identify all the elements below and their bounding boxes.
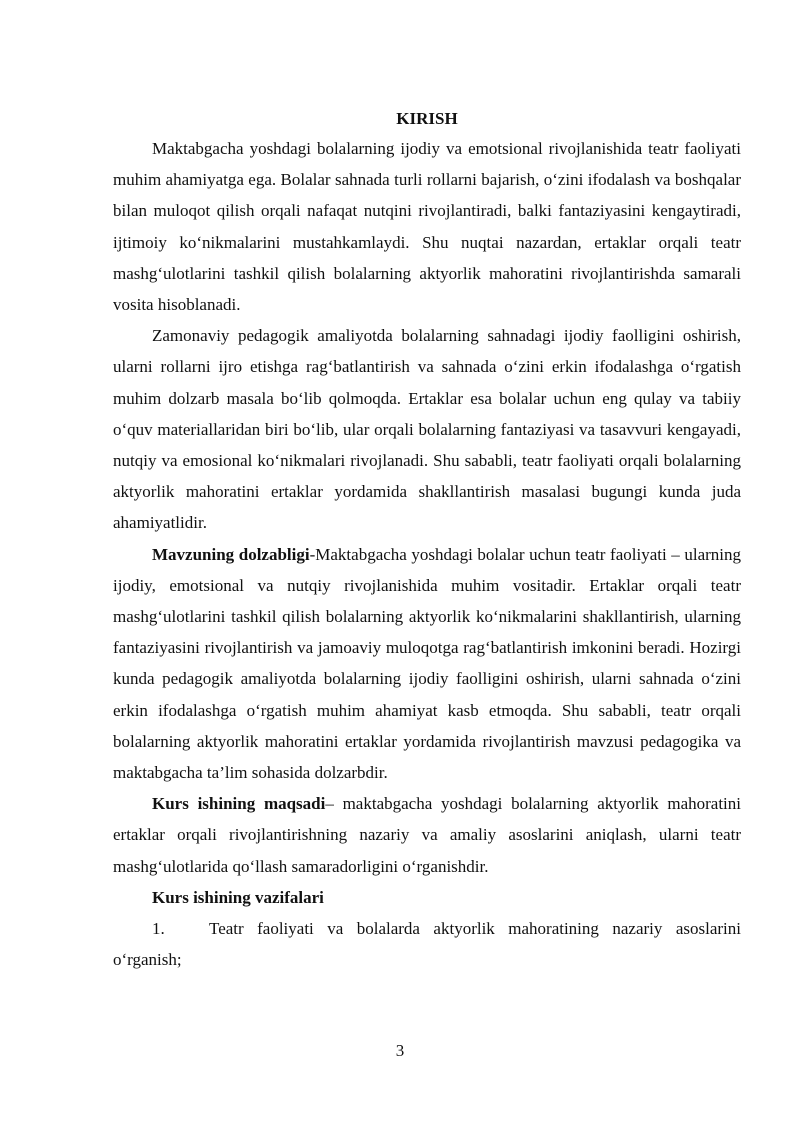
page-content (113, 108, 741, 975)
paragraph-intro: Maktabgacha yoshdagi bolalarning ijodiy va emotsional rivojlanishida teatr faoliyati muhim ahamiyatga ega. Bolalar sahnada turli rollarni bajarish, o‘zini ifodalash va boshqalar bilan muloqot qilish orqali nafaqat nutqini rivojlantiradi, balki fantaziyasini kengaytiradi, ijtimoiy ko‘nikmalarini mustahkamlaydi. Shu nuqtai nazardan, ertaklar orqali teatr mashg‘ulotlarini tashkil qilish bolalarning aktyorlik mahoratini rivojlantirishda samarali vosita hisoblanadi. (113, 139, 741, 315)
goal-label: Kurs ishining maqsadi (152, 794, 326, 814)
task-text: Teatr faoliyati va bolalarda aktyorlik mahoratining nazariy asoslarini o‘rganish; (113, 919, 741, 970)
task-number: 1. (152, 919, 165, 939)
relevance-text: -Maktabgacha yoshdagi bolalar uchun teatr faoliyati – ularning ijodiy, emotsional va nutqiy rivojlanishida muhim vositadir. Ertaklar orqali teatr mashg‘ulotlarini tashkil qilish bolalarning aktyorlik ko‘nikmalarini shakllantirish, ularning fantaziyasini rivojlantirish va jamoaviy muloqotga rag‘batlantirish imkonini beradi. Hozirgi kunda pedagogik amaliyotda bolalarning ijodiy faolligini oshirish, ularni sahnada o‘zini erkin ifodalashga o‘rgatish muhim ahamiyat kasb etmoqda. Shu sababli, teatr orqali bolalarning aktyorlik mahoratini ertaklar yordamida rivojlantirish mavzusi pedagogika va maktabgacha ta’lim sohasida dolzarbdir. (113, 544, 741, 783)
tasks-heading: Kurs ishining vazifalari (152, 887, 324, 907)
goal-text: – maktabgacha yoshdagi bolalarning aktyorlik mahoratini ertaklar orqali rivojlantirishning nazariy va amaliy asoslarini aniqlash, ularni teatr mashg‘ulotlarida qo‘llash samaradorligini o‘rganishdir. (113, 794, 741, 876)
paragraph-goal (113, 788, 741, 882)
page-title: KIRISH (396, 109, 458, 128)
relevance-label: Mavzuning dolzabligi (152, 544, 310, 564)
page-number: 3 (395, 1041, 405, 1060)
paragraph-relevance (113, 539, 741, 789)
paragraph-modern-practice: Zamonaviy pedagogik amaliyotda bolalarning sahnadagi ijodiy faolligini oshirish, ularni rollarni ijro etishga rag‘batlantirish va sahnada o‘zini erkin ifodalashga o‘rgatish muhim dolzarb masala bo‘lib qolmoqda. Ertaklar esa bolalar uchun eng qulay va tabiiy o‘quv materiallaridan biri bo‘lib, ular orqali bolalarning fantaziyasi va tasavvuri kengayadi, nutqiy va emosional ko‘nikmalari rivojlanadi. Shu sababli, teatr faoliyati orqali bolalarning aktyorlik mahoratini ertaklar yordamida shakllantirish masalasi bugungi kunda juda ahamiyatlidir. (113, 326, 741, 533)
task-item (113, 913, 741, 975)
